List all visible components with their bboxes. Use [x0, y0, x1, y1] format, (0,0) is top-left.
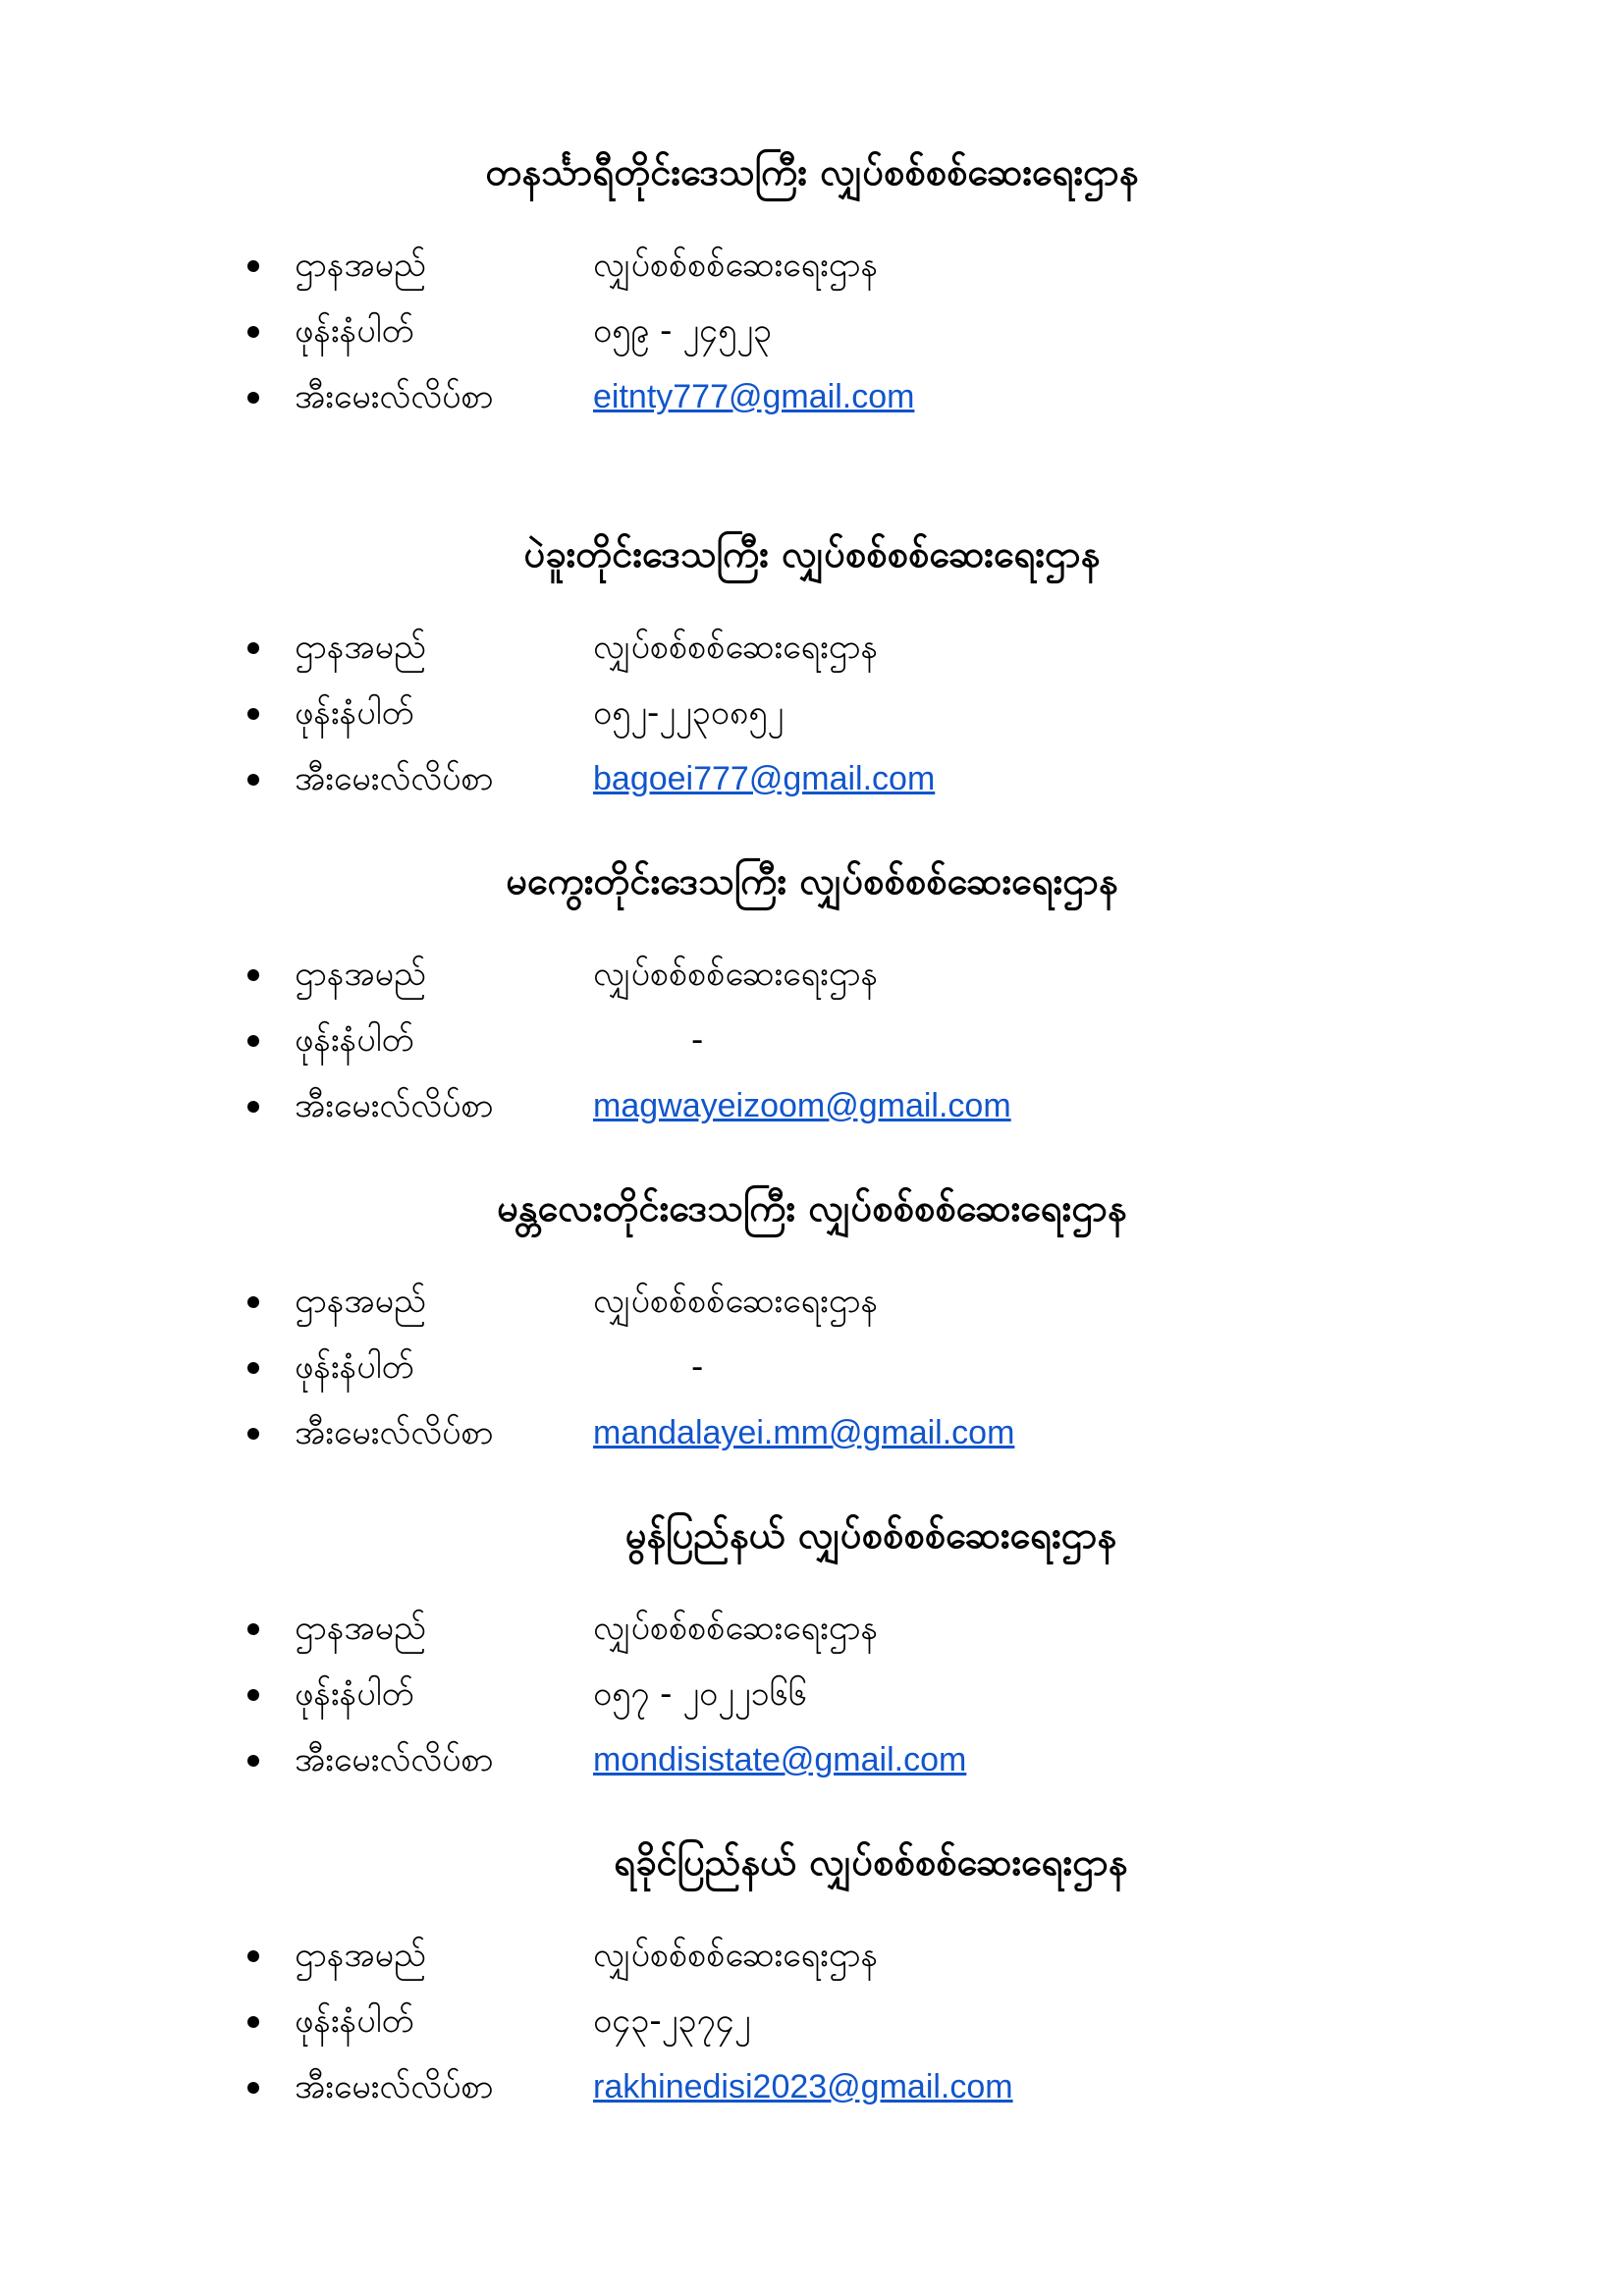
office-row — [0, 1599, 1624, 1658]
section-title: မန္တလေးတိုင်းဒေသကြီး လျှပ်စစ်စစ်ဆေးရေးဌာန — [497, 1186, 1127, 1230]
office-value: လျှပ်စစ်စစ်ဆေးရေးဌာန — [593, 628, 879, 667]
phone-row — [0, 301, 1624, 360]
email-link[interactable]: mandalayei.mm@gmail.com — [593, 1414, 1015, 1451]
bullet-icon — [247, 2082, 259, 2094]
email-label: အီးမေးလ်လိပ်စာ — [295, 759, 494, 798]
phone-label: ဖုန်းနံပါတ် — [295, 1347, 414, 1387]
office-label: ဌာနအမည် — [295, 1282, 426, 1321]
bullet-icon — [247, 260, 259, 272]
email-label: အီးမေးလ်လိပ်စာ — [295, 1086, 494, 1125]
phone-row — [0, 1992, 1624, 2050]
phone-value: ၀၅၇ - ၂၀၂၂၁၆၆ — [593, 1674, 807, 1714]
phone-label: ဖုန်းနံပါတ် — [295, 311, 414, 351]
bullet-icon — [247, 392, 259, 404]
bullet-icon — [247, 1296, 259, 1308]
phone-value: ၀၅၂-၂၂၃၀၈၅၂ — [593, 693, 785, 733]
office-label: ဌာနအမည် — [295, 628, 426, 667]
bullet-icon — [247, 969, 259, 981]
office-label: ဌာနအမည် — [295, 1609, 426, 1648]
email-link[interactable]: rakhinedisi2023@gmail.com — [593, 2068, 1013, 2105]
office-value: လျှပ်စစ်စစ်ဆေးရေးဌာန — [593, 1282, 879, 1321]
bullet-icon — [247, 708, 259, 720]
phone-label: ဖုန်းနံပါတ် — [295, 1020, 414, 1060]
office-label: ဌာနအမည် — [295, 955, 426, 994]
section-title: တနင်္သာရီတိုင်းဒေသကြီး လျှပ်စစ်စစ်ဆေးရေးဌာန — [485, 150, 1139, 193]
phone-label: ဖုန်းနံပါတ် — [295, 1674, 414, 1714]
office-row — [0, 236, 1624, 295]
phone-value: ၀၄၃-၂၃၇၄၂ — [593, 2001, 751, 2041]
section-title: ရခိုင်ပြည်နယ် လျှပ်စစ်စစ်ဆေးရေးဌာန — [614, 1840, 1128, 1884]
bullet-icon — [247, 1689, 259, 1701]
section-title: ပဲခူးတိုင်းဒေသကြီး လျှပ်စစ်စစ်ဆေးရေးဌာန — [523, 532, 1101, 575]
phone-row — [0, 1665, 1624, 1723]
bullet-icon — [247, 1101, 259, 1113]
email-row — [0, 1076, 1624, 1135]
office-row — [0, 1272, 1624, 1331]
bullet-icon — [247, 1362, 259, 1374]
email-label: အီးမေးလ်လိပ်စာ — [295, 377, 494, 416]
email-label: အီးမေးလ်လိပ်စာ — [295, 1413, 494, 1452]
phone-value: - — [691, 1347, 704, 1387]
bullet-icon — [247, 1623, 259, 1635]
office-label: ဌာနအမည် — [295, 1936, 426, 1975]
office-label: ဌာနအမည် — [295, 246, 426, 285]
email-label: အီးမေးလ်လိပ်စာ — [295, 1740, 494, 1779]
email-row — [0, 749, 1624, 808]
bullet-icon — [247, 1035, 259, 1047]
office-row — [0, 1926, 1624, 1985]
bullet-icon — [247, 1755, 259, 1767]
email-link[interactable]: bagoei777@gmail.com — [593, 760, 936, 797]
section-title: မွန်ပြည်နယ် လျှပ်စစ်စစ်ဆေးရေးဌာန — [624, 1513, 1117, 1557]
office-row — [0, 945, 1624, 1004]
section-title: မကွေးတိုင်းဒေသကြီး လျှပ်စစ်စစ်ဆေးရေးဌာန — [506, 859, 1118, 902]
bullet-icon — [247, 2016, 259, 2028]
phone-value: ၀၅၉ - ၂၄၅၂၃ — [593, 311, 773, 351]
bullet-icon — [247, 1428, 259, 1440]
email-label: အီးမေးလ်လိပ်စာ — [295, 2067, 494, 2106]
email-row — [0, 2057, 1624, 2116]
office-value: လျှပ်စစ်စစ်ဆေးရေးဌာန — [593, 1609, 879, 1648]
office-row — [0, 618, 1624, 677]
email-link[interactable]: magwayeizoom@gmail.com — [593, 1087, 1011, 1124]
phone-row — [0, 1338, 1624, 1396]
phone-row — [0, 1011, 1624, 1069]
email-row — [0, 367, 1624, 426]
bullet-icon — [247, 326, 259, 338]
office-value: လျှပ်စစ်စစ်ဆေးရေးဌာန — [593, 1936, 879, 1975]
office-value: လျှပ်စစ်စစ်ဆေးရေးဌာန — [593, 955, 879, 994]
phone-value: - — [691, 1020, 704, 1060]
email-link[interactable]: eitnty777@gmail.com — [593, 378, 915, 415]
bullet-icon — [247, 1950, 259, 1962]
phone-label: ဖုန်းနံပါတ် — [295, 2001, 414, 2041]
phone-row — [0, 683, 1624, 742]
email-row — [0, 1403, 1624, 1462]
phone-label: ဖုန်းနံပါတ် — [295, 693, 414, 733]
email-link[interactable]: mondisistate@gmail.com — [593, 1741, 967, 1778]
bullet-icon — [247, 774, 259, 786]
office-value: လျှပ်စစ်စစ်ဆေးရေးဌာန — [593, 246, 879, 285]
bullet-icon — [247, 642, 259, 654]
email-row — [0, 1730, 1624, 1789]
